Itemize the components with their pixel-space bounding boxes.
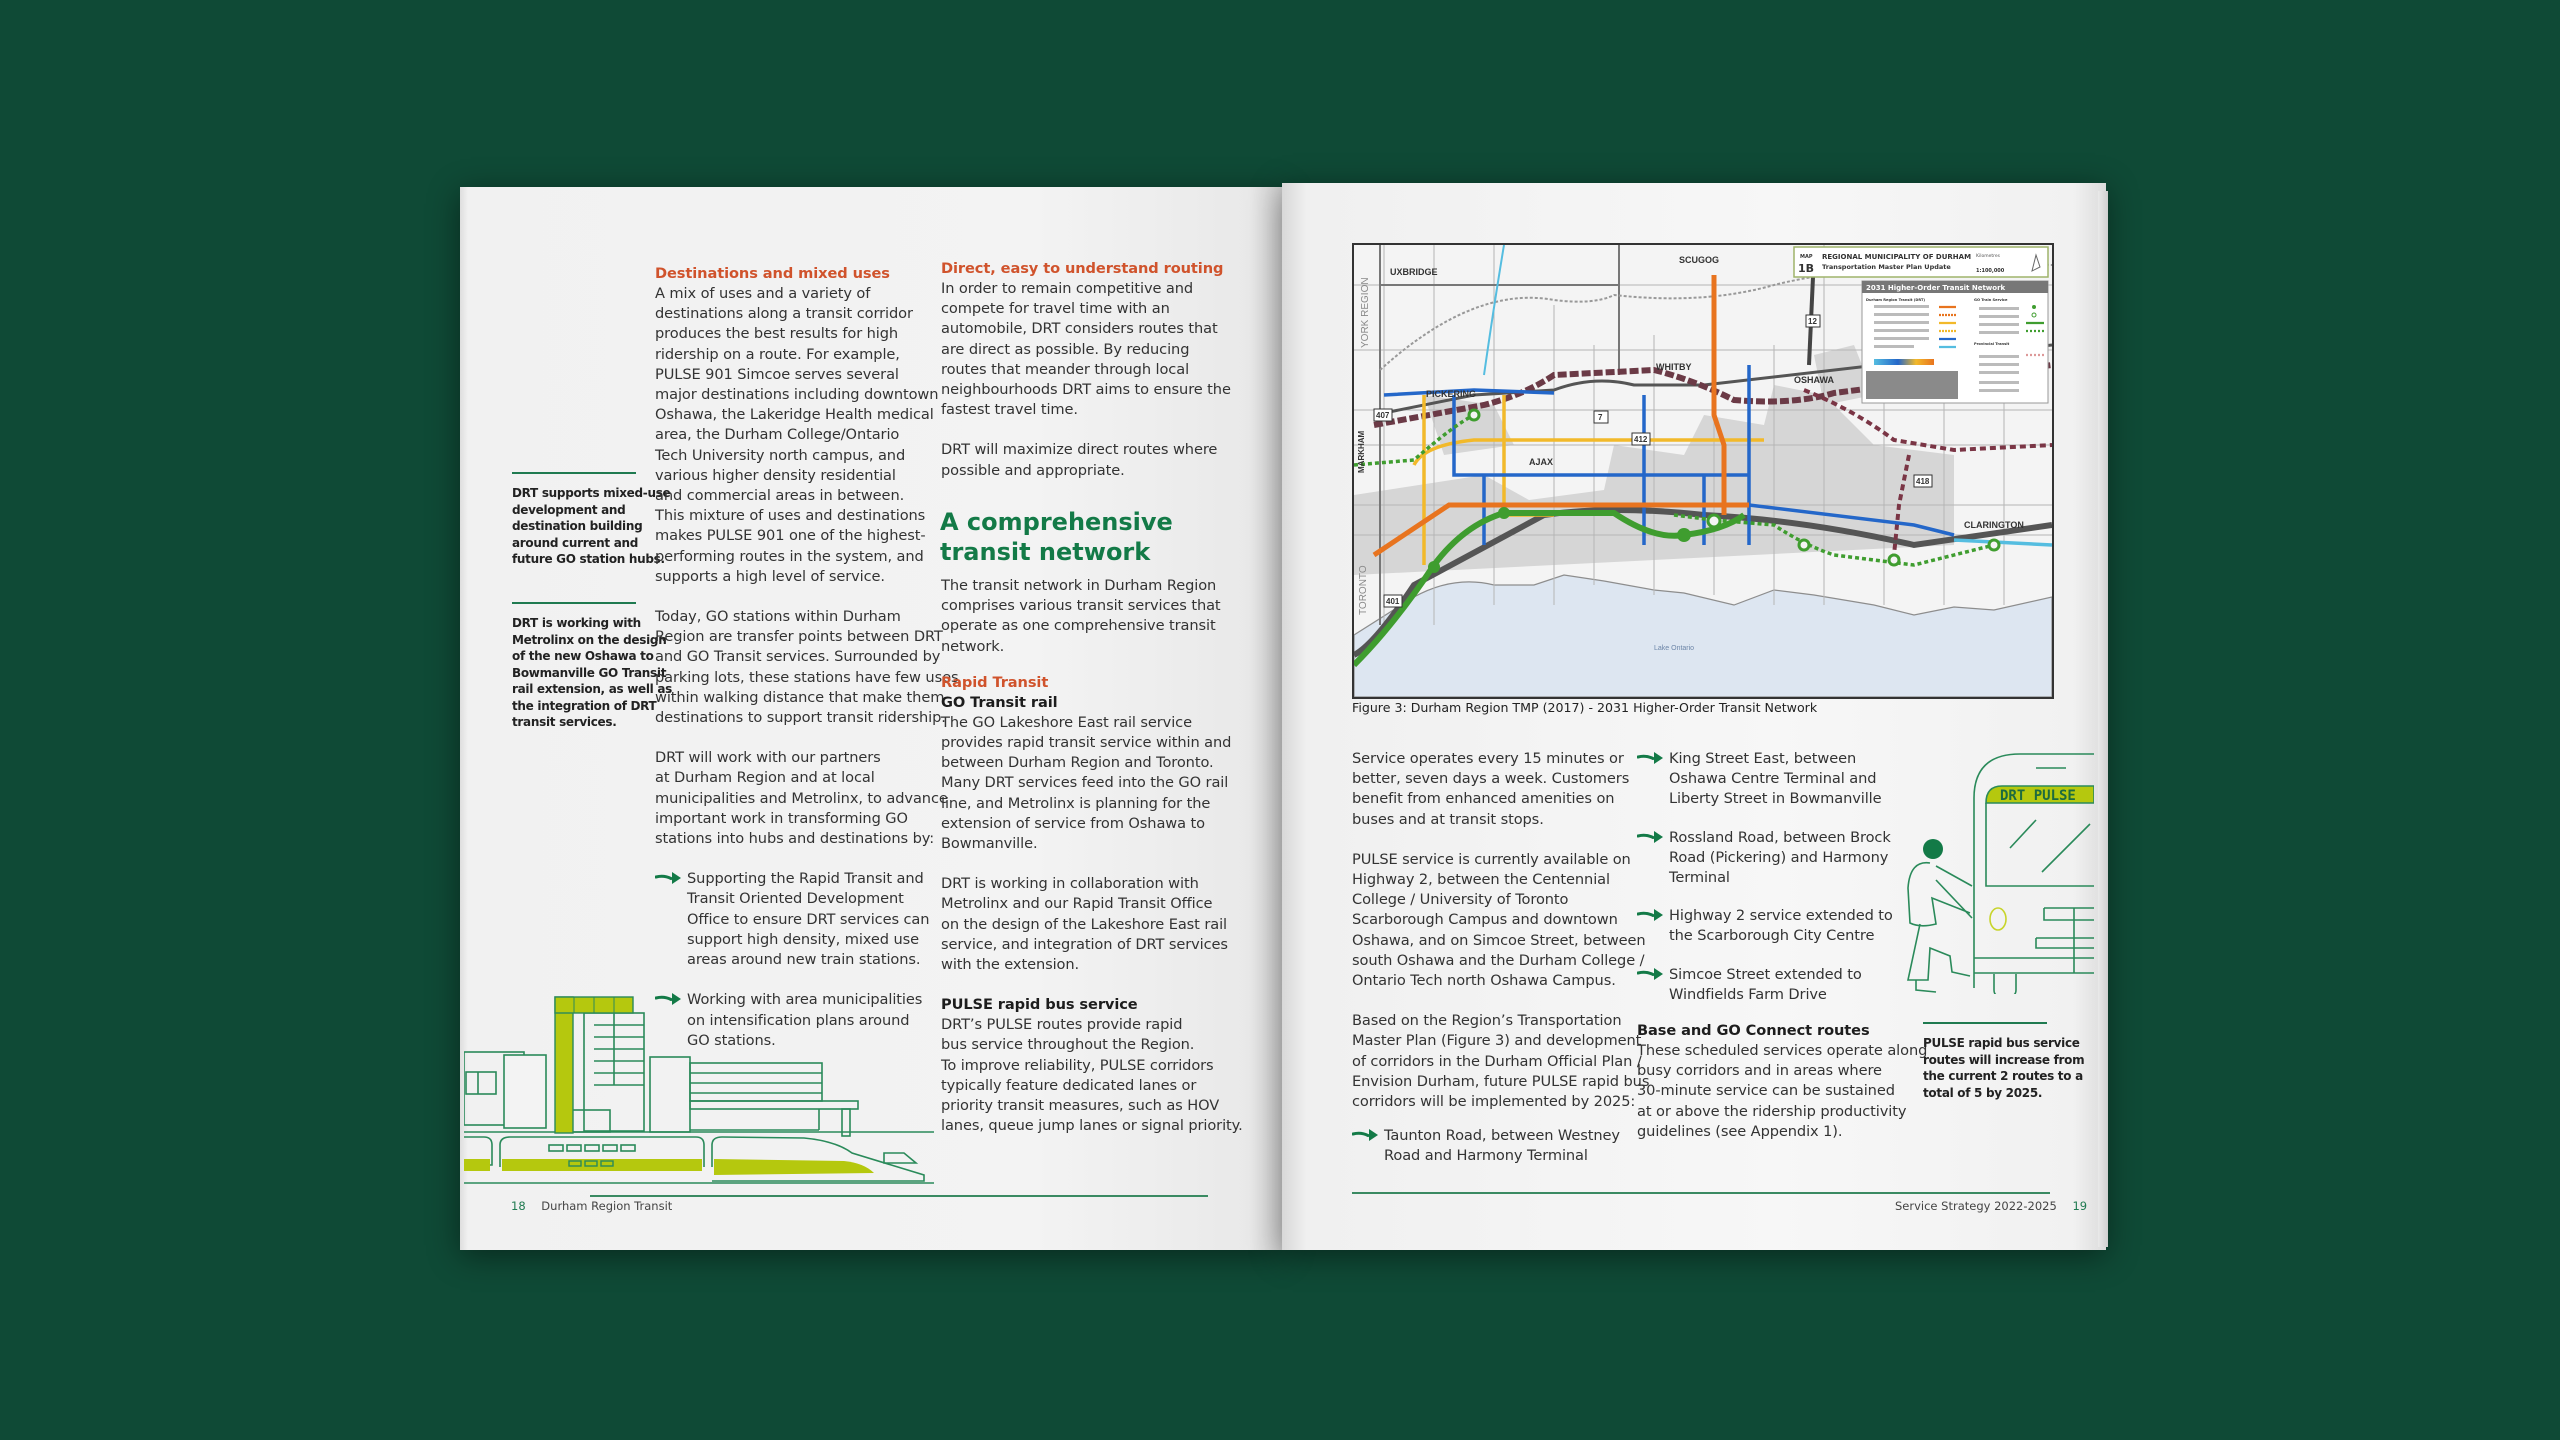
paragraph bbox=[941, 279, 1231, 420]
text-line: with the extension. bbox=[941, 956, 1080, 974]
paragraph bbox=[1637, 1041, 1928, 1142]
text-line: In order to remain competitive and bbox=[941, 280, 1194, 297]
column-corridors bbox=[1637, 749, 1928, 1142]
text-line: Bowmanville GO Transit bbox=[512, 665, 667, 680]
text-line: neighbourhoods DRT aims to ensure the bbox=[941, 381, 1231, 399]
bullet-text bbox=[1384, 1126, 1642, 1166]
map-graphic bbox=[1354, 245, 2052, 697]
bullet-item bbox=[1637, 965, 1915, 1005]
text-line: comprises various transit services that bbox=[941, 597, 1221, 615]
text-line: between Durham Region and Toronto. bbox=[941, 754, 1214, 772]
text-line: Ontario Tech north Oshawa Campus. bbox=[1352, 972, 1616, 990]
text-line: Taunton Road, between Westney bbox=[1384, 1127, 1620, 1145]
text-line: PULSE service is currently available on bbox=[1352, 850, 1631, 868]
text-line: Tech University north campus, and bbox=[655, 446, 906, 464]
text-line: line, and Metrolinx is planning for the bbox=[941, 794, 1211, 812]
bullet-item bbox=[1637, 749, 1915, 810]
text-line: the current 2 routes to a bbox=[1923, 1069, 2083, 1083]
legend-group-go: GO Train Service bbox=[1974, 298, 2008, 302]
text-line: Many DRT services feed into the GO rail bbox=[941, 774, 1229, 792]
text-line: Windfields Farm Drive bbox=[1669, 985, 1827, 1003]
text-line: Metrolinx on the design bbox=[512, 632, 667, 647]
text-line: transit network bbox=[940, 538, 1151, 566]
text-line: performing routes in the system, and bbox=[655, 547, 924, 565]
text-line: Oshawa, and on Simcoe Street, between bbox=[1352, 931, 1646, 949]
footer-rule bbox=[1352, 1192, 2050, 1194]
text-line: parking lots, these stations have few uses bbox=[655, 668, 959, 686]
bus-sign-text: DRT PULSE bbox=[2000, 788, 2076, 804]
text-line: DRT will maximize direct routes where bbox=[941, 441, 1218, 459]
text-line: bus service throughout the Region. bbox=[941, 1036, 1195, 1054]
bus-boarding-illustration bbox=[1890, 748, 2094, 994]
text-line: typically feature dedicated lanes or bbox=[941, 1076, 1197, 1094]
text-line: around current and bbox=[512, 535, 639, 550]
text-line: DRT’s PULSE routes provide rapid bbox=[941, 1016, 1183, 1034]
bullet-item bbox=[1352, 1126, 1642, 1166]
publication-name: Durham Region Transit bbox=[541, 1199, 673, 1213]
paragraph bbox=[941, 576, 1231, 657]
column-routing bbox=[941, 259, 1231, 481]
bullet-item bbox=[655, 869, 935, 970]
text-line: Highway 2, between the Centennial bbox=[1352, 871, 1610, 889]
paragraph bbox=[941, 874, 1231, 975]
text-line: Oshawa, the Lakeridge Health medical bbox=[655, 406, 934, 424]
column-network bbox=[941, 576, 1243, 1136]
scale-unit: Kilometres bbox=[1976, 254, 2000, 259]
arrow-bullet-icon bbox=[655, 871, 685, 885]
text-line: the Scarborough City Centre bbox=[1669, 927, 1875, 945]
text-line: fastest travel time. bbox=[941, 401, 1078, 419]
sidebar-divider bbox=[512, 472, 636, 474]
sidebar-note-pulse-growth bbox=[1923, 1035, 2085, 1101]
text-line: PULSE 901 Simcoe serves several bbox=[655, 365, 899, 383]
text-line: stations into hubs and destinations by: bbox=[655, 830, 935, 848]
arrow-bullet-icon bbox=[1637, 751, 1667, 765]
paragraph bbox=[655, 284, 939, 587]
text-line: guidelines (see Appendix 1). bbox=[1637, 1122, 1843, 1140]
text-line: destinations along a transit corridor bbox=[655, 305, 913, 323]
arrow-bullet-icon bbox=[1637, 830, 1667, 844]
heading-go-transit-rail: GO Transit rail bbox=[941, 693, 1058, 711]
text-line: of corridors in the Durham Official Plan / bbox=[1352, 1052, 1642, 1070]
place-toronto: TORONTO bbox=[1358, 565, 1369, 615]
text-line: south Oshawa and the Durham College / bbox=[1352, 951, 1645, 969]
text-line: possible and appropriate. bbox=[941, 461, 1125, 479]
text-line: major destinations including downtown bbox=[655, 386, 939, 404]
text-line: Based on the Region’s Transportation bbox=[1352, 1012, 1622, 1030]
text-line: at Durham Region and at local bbox=[655, 769, 875, 787]
column-destinations bbox=[655, 264, 959, 1051]
text-line: College / University of Toronto bbox=[1352, 891, 1569, 909]
text-line: A comprehensive bbox=[940, 508, 1173, 536]
place-pickering: PICKERING bbox=[1426, 389, 1477, 399]
text-line: at or above the ridership productivity bbox=[1637, 1102, 1907, 1120]
arrow-bullet-icon bbox=[1637, 967, 1667, 981]
text-line: Bowmanville. bbox=[941, 835, 1038, 853]
text-line: Terminal bbox=[1669, 869, 1730, 887]
person-head bbox=[1923, 839, 1943, 859]
highway-12: 12 bbox=[1808, 317, 1817, 326]
text-line: on intensification plans around bbox=[687, 1011, 910, 1029]
map-scale: 1:100,000 bbox=[1976, 268, 2005, 274]
map-number: 1B bbox=[1798, 262, 1815, 275]
text-line: Service operates every 15 minutes or bbox=[1352, 750, 1624, 767]
column-pulse-service bbox=[1352, 749, 1650, 1167]
bullet-text bbox=[1669, 906, 1915, 946]
footer-left bbox=[511, 1199, 672, 1213]
text-line: extension of service from Oshawa to bbox=[941, 814, 1205, 832]
bullet-text bbox=[687, 869, 935, 970]
place-uxbridge: UXBRIDGE bbox=[1390, 267, 1438, 277]
text-line: total of 5 by 2025. bbox=[1923, 1085, 2043, 1100]
text-line: A mix of uses and a variety of bbox=[655, 285, 871, 302]
text-line: transit services. bbox=[512, 715, 617, 729]
highway-412: 412 bbox=[1634, 435, 1648, 444]
text-line: municipalities and Metrolinx, to advance bbox=[655, 789, 948, 807]
text-line: Today, GO stations within Durham bbox=[655, 608, 901, 626]
highway-418: 418 bbox=[1916, 477, 1930, 486]
text-line: supports a high level of service. bbox=[655, 567, 885, 585]
heading-pulse: PULSE rapid bus service bbox=[941, 996, 1138, 1014]
text-line: destinations to support transit ridership. bbox=[655, 709, 946, 727]
text-line: This mixture of uses and destinations bbox=[655, 507, 926, 525]
text-line: areas around new train stations. bbox=[687, 951, 921, 969]
paragraph bbox=[1352, 1011, 1650, 1112]
text-line: Oshawa Centre Terminal and bbox=[1669, 770, 1877, 788]
paragraph bbox=[1352, 850, 1646, 991]
heading-routing: Direct, easy to understand routing bbox=[941, 260, 1224, 277]
text-line: corridors will be implemented by 2025: bbox=[1352, 1093, 1636, 1111]
text-line: Scarborough Campus and downtown bbox=[1352, 911, 1618, 929]
text-line: destination building bbox=[512, 519, 643, 533]
text-line: Rossland Road, between Brock bbox=[1669, 828, 1891, 846]
bullet-text bbox=[1669, 965, 1915, 1005]
text-line: Simcoe Street extended to bbox=[1669, 965, 1862, 983]
text-line: the integration of DRT bbox=[512, 698, 657, 713]
heading-base-go-connect: Base and GO Connect routes bbox=[1637, 1022, 1870, 1040]
heading-destinations: Destinations and mixed uses bbox=[655, 265, 890, 282]
paragraph bbox=[941, 1015, 1243, 1136]
text-line: Metrolinx and our Rapid Transit Office bbox=[941, 895, 1213, 913]
text-line: produces the best results for high bbox=[655, 325, 899, 343]
bullet-item bbox=[1637, 906, 1915, 946]
text-line: network. bbox=[941, 637, 1005, 655]
figure-caption: Figure 3: Durham Region TMP (2017) - 2031 Higher-Order Transit Network bbox=[1352, 700, 1818, 715]
place-scugog: SCUGOG bbox=[1679, 255, 1720, 265]
text-line: Master Plan (Figure 3) and development bbox=[1352, 1032, 1642, 1050]
arrow-bullet-icon bbox=[1637, 908, 1667, 922]
page-number: 18 bbox=[511, 1199, 526, 1213]
highway-407: 407 bbox=[1376, 411, 1390, 420]
text-line: lanes, queue jump lanes or signal priority. bbox=[941, 1117, 1243, 1135]
text-line: Supporting the Rapid Transit and bbox=[687, 870, 924, 888]
text-line: Working with area municipalities bbox=[687, 991, 923, 1009]
transit-network-map bbox=[1352, 243, 2054, 699]
text-line: better, seven days a week. Customers bbox=[1352, 770, 1630, 788]
text-line: future GO station hubs. bbox=[512, 552, 665, 566]
heading-comprehensive-network bbox=[940, 507, 1230, 567]
text-line: operate as one comprehensive transit bbox=[941, 617, 1216, 635]
text-line: and GO Transit services. Surrounded by bbox=[655, 648, 941, 666]
text-line: important work in transforming GO bbox=[655, 809, 908, 827]
text-line: Region are transfer points between DRT bbox=[655, 628, 943, 646]
text-line: The transit network in Durham Region bbox=[941, 577, 1217, 594]
text-line: automobile, DRT considers routes that bbox=[941, 320, 1218, 338]
map-title-line1: REGIONAL MUNICIPALITY OF DURHAM bbox=[1822, 253, 1972, 261]
text-line: Road (Pickering) and Harmony bbox=[1669, 848, 1889, 866]
legend-title: 2031 Higher-Order Transit Network bbox=[1866, 284, 2006, 292]
text-line: support high density, mixed use bbox=[687, 930, 919, 948]
map-title-line2: Transportation Master Plan Update bbox=[1822, 263, 1951, 271]
text-line: service, and integration of DRT services bbox=[941, 935, 1228, 953]
paragraph bbox=[655, 748, 948, 849]
text-line: ridership on a route. For example, bbox=[655, 345, 900, 363]
bullet-item bbox=[1637, 828, 1915, 889]
text-line: on the design of the Lakeshore East rail bbox=[941, 915, 1227, 933]
footer-rule bbox=[590, 1195, 1208, 1197]
text-line: makes PULSE 901 one of the highest- bbox=[655, 527, 926, 545]
text-line: development and bbox=[512, 502, 626, 517]
text-line: DRT is working in collaboration with bbox=[941, 875, 1199, 893]
text-line: area, the Durham College/Ontario bbox=[655, 426, 900, 444]
text-line: and commercial areas in between. bbox=[655, 487, 905, 505]
text-line: routes that meander through local bbox=[941, 360, 1190, 378]
station-train-illustration bbox=[464, 985, 934, 1190]
text-line: Liberty Street in Bowmanville bbox=[1669, 790, 1882, 808]
sidebar-note-mixed-use bbox=[512, 485, 671, 568]
paragraph bbox=[1352, 749, 1642, 830]
lake-label: Lake Ontario bbox=[1654, 645, 1695, 652]
text-line: Highway 2 service extended to bbox=[1669, 907, 1893, 925]
text-line: The GO Lakeshore East rail service bbox=[941, 713, 1192, 731]
text-line: routes will increase from bbox=[1923, 1052, 2085, 1067]
map-tag: MAP bbox=[1800, 254, 1813, 260]
text-line: These scheduled services operate along bbox=[1637, 1042, 1928, 1060]
text-line: To improve reliability, PULSE corridors bbox=[941, 1056, 1214, 1074]
arrow-bullet-icon bbox=[1352, 1128, 1382, 1142]
text-line: Envision Durham, future PULSE rapid bus bbox=[1352, 1072, 1650, 1090]
text-line: priority transit measures, such as HOV bbox=[941, 1097, 1220, 1115]
paragraph bbox=[941, 713, 1231, 854]
text-line: buses and at transit stops. bbox=[1352, 810, 1544, 828]
place-markham: MARKHAM bbox=[1357, 430, 1366, 473]
legend-group-provincial: Provincial Transit bbox=[1974, 342, 2010, 346]
heading-rapid-transit: Rapid Transit bbox=[941, 673, 1049, 691]
text-line: compete for travel time with an bbox=[941, 300, 1170, 318]
place-ajax: AJAX bbox=[1529, 457, 1554, 467]
publication-name: Service Strategy 2022-2025 bbox=[1895, 1199, 2057, 1213]
legend-group-drt: Durham Region Transit (DRT) bbox=[1866, 298, 1926, 302]
text-line: rail extension, as well as bbox=[512, 682, 672, 696]
text-line: GO stations. bbox=[687, 1031, 776, 1049]
text-line: PULSE rapid bus service bbox=[1923, 1036, 2080, 1050]
sidebar-note-metrolinx bbox=[512, 615, 672, 731]
paragraph bbox=[941, 440, 1226, 480]
sidebar-divider bbox=[1923, 1022, 2047, 1024]
place-oshawa: OSHAWA bbox=[1794, 375, 1835, 385]
text-line: various higher density residential bbox=[655, 466, 896, 484]
text-line: benefit from enhanced amenities on bbox=[1352, 790, 1615, 808]
text-line: Office to ensure DRT services can bbox=[687, 910, 930, 928]
paragraph bbox=[655, 607, 959, 728]
sidebar-divider bbox=[512, 602, 636, 604]
place-clarington: CLARINGTON bbox=[1964, 520, 2024, 530]
text-line: within walking distance that make them bbox=[655, 688, 945, 706]
text-line: Road and Harmony Terminal bbox=[1384, 1147, 1588, 1165]
text-line: are direct as possible. By reducing bbox=[941, 340, 1190, 358]
text-line: 30-minute service can be sustained bbox=[1637, 1082, 1895, 1100]
bullet-text bbox=[1669, 749, 1915, 810]
text-line: King Street East, between bbox=[1669, 750, 1857, 767]
bullet-text bbox=[1669, 828, 1915, 889]
place-whitby: WHITBY bbox=[1656, 362, 1692, 372]
text-line: of the new Oshawa to bbox=[512, 649, 654, 663]
highway-7: 7 bbox=[1598, 413, 1603, 422]
text-line: DRT supports mixed-use bbox=[512, 486, 671, 500]
text-line: Transit Oriented Development bbox=[687, 890, 904, 908]
text-line: busy corridors and in areas where bbox=[1637, 1062, 1882, 1080]
text-line: provides rapid transit service within and bbox=[941, 734, 1232, 752]
highway-401: 401 bbox=[1386, 597, 1400, 606]
text-line: DRT is working with bbox=[512, 616, 641, 630]
page-number: 19 bbox=[2072, 1199, 2088, 1213]
place-york-region: YORK REGION bbox=[1360, 277, 1371, 348]
text-line: DRT will work with our partners bbox=[655, 749, 881, 767]
footer-right bbox=[1895, 1199, 2087, 1213]
